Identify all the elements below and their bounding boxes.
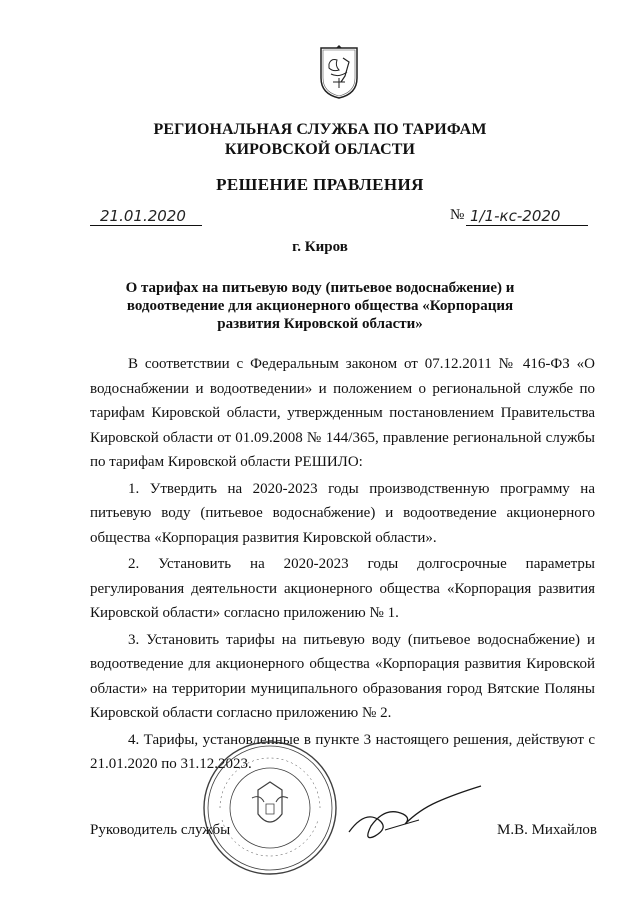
item-1: 1. Утвердить на 2020-2023 годы производственную программу на питьевую воду (питьевое водоснабжение) и водоотведение акционерного общества «Корпорация развития Кировской области». bbox=[90, 480, 595, 546]
signer-name: М.В. Михайлов bbox=[497, 822, 598, 838]
handwritten-signature bbox=[345, 780, 485, 850]
item-2: 2. Установить на 2020-2023 годы долгосрочные параметры регулирования деятельности акционерного общества «Корпорация развития Кировской области» согласно приложению № 1. bbox=[90, 556, 595, 621]
number-sign: № bbox=[450, 207, 465, 223]
decision-subject: О тарифах на питьевую воду (питьевое водоснабжение) и водоотведение для акционерного общества «Корпорация развития Кировской области» bbox=[125, 280, 515, 332]
item-4: 4. Тарифы, установленные в пункте 3 настоящего решения, действуют с 21.01.2020 по 31.12.2023. bbox=[90, 731, 595, 772]
item-3: 3. Установить тарифы на питьевую воду (питьевое водоснабжение) и водоотведение для акционерного общества «Корпорация развития Кировской области» на территории муниципального образования город Вятские Поляны Кировской области согласно приложению № 2. bbox=[90, 631, 595, 721]
org-name-line2: КИРОВСКОЙ ОБЛАСТИ bbox=[224, 141, 416, 158]
kirov-coat-of-arms-icon bbox=[317, 42, 361, 100]
org-name-line1: РЕГИОНАЛЬНАЯ СЛУЖБА ПО ТАРИФАМ bbox=[153, 121, 487, 138]
official-seal-icon bbox=[200, 738, 340, 878]
decision-body bbox=[90, 352, 595, 777]
signer-position: Руководитель службы bbox=[90, 822, 231, 838]
decision-number: 1/1-кс-2020 bbox=[466, 207, 588, 226]
document-title: РЕШЕНИЕ ПРАВЛЕНИЯ bbox=[216, 175, 424, 194]
intro-paragraph: В соответствии с Федеральным законом от 07.12.2011 № 416-ФЗ «О водоснабжении и водоотведении» и положением о региональной службе по тарифам Кировской области, утвержденным постановлением Правительства Кировской области от 01.09.2008 № 144/365, правление региональной службы по тарифам Кировской области РЕШИЛО: bbox=[90, 356, 595, 470]
decision-date: 21.01.2020 bbox=[90, 207, 202, 226]
city: г. Киров bbox=[292, 239, 348, 255]
